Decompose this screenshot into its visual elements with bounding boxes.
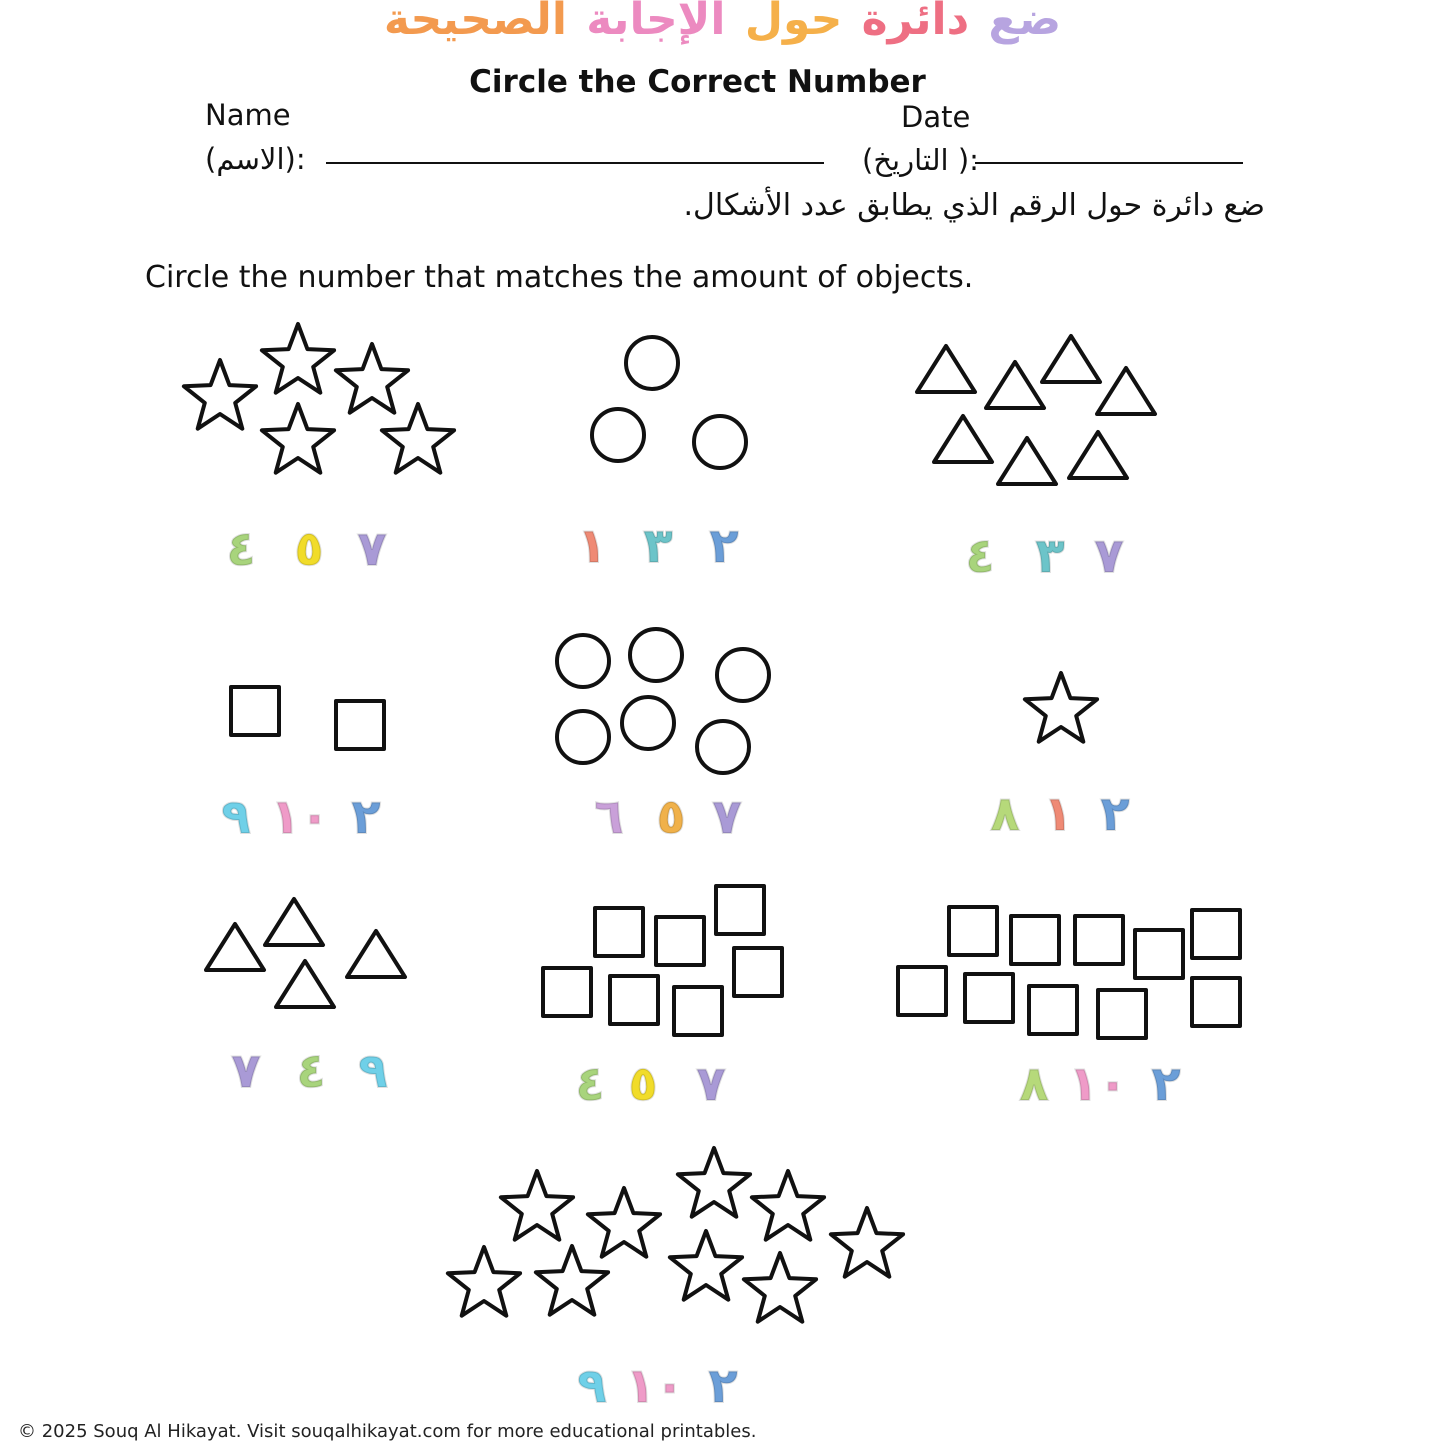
star-shape [588, 1188, 660, 1257]
number-choice[interactable]: ٢ [708, 1358, 738, 1414]
title-word: دائرة [861, 0, 970, 45]
circle-shape [630, 629, 682, 681]
number-choice[interactable]: ٧ [357, 521, 387, 577]
square-shape [1192, 910, 1240, 958]
shape-group-8 [543, 886, 782, 1035]
number-choice[interactable]: ١٠ [1068, 1056, 1128, 1112]
number-choice[interactable]: ٥ [294, 521, 324, 577]
triangle-shape [1097, 368, 1155, 414]
square-shape [1098, 990, 1146, 1038]
title-word: ضع [988, 0, 1062, 45]
circle-shape [626, 337, 678, 389]
star-shape [184, 360, 256, 429]
square-shape [656, 917, 704, 965]
number-choice[interactable]: ١٠ [270, 789, 330, 845]
star-shape [536, 1246, 608, 1315]
number-choice[interactable]: ٢ [1100, 786, 1130, 842]
star-shape [262, 404, 334, 473]
number-choice[interactable]: ٨ [990, 786, 1020, 842]
circle-shape [717, 649, 769, 701]
triangle-shape [1042, 336, 1100, 382]
square-shape [336, 701, 384, 749]
number-choice[interactable]: ٤ [575, 1056, 605, 1112]
number-choice[interactable]: ٢ [351, 789, 381, 845]
number-choice[interactable]: ٧ [231, 1043, 261, 1099]
shape-group-10 [448, 1148, 903, 1322]
star-shape [752, 1171, 824, 1240]
star-shape [262, 324, 334, 393]
number-choice[interactable]: ٣ [1035, 528, 1065, 584]
star-shape [501, 1171, 573, 1240]
title-word: حول [744, 0, 843, 45]
square-shape [716, 886, 764, 934]
number-choice[interactable]: ٦ [594, 789, 624, 845]
square-shape [1075, 916, 1123, 964]
circle-shape [557, 635, 609, 687]
star-shape [1025, 673, 1097, 742]
square-shape [1011, 916, 1059, 964]
triangle-shape [986, 362, 1044, 408]
shape-group-4 [231, 687, 384, 749]
number-choice[interactable]: ٤ [296, 1043, 326, 1099]
number-choice[interactable]: ١٠ [625, 1358, 685, 1414]
star-shape [831, 1208, 903, 1277]
number-choice[interactable]: ٧ [712, 789, 742, 845]
shape-group-3 [917, 336, 1155, 484]
square-shape [734, 948, 782, 996]
circle-shape [622, 697, 674, 749]
square-shape [595, 908, 643, 956]
shape-group-9 [898, 907, 1240, 1038]
triangle-shape [276, 961, 334, 1007]
star-shape [670, 1231, 742, 1300]
number-choice[interactable]: ٣ [643, 518, 673, 574]
worksheet-title: Circle the Correct Number [469, 64, 926, 100]
square-shape [1029, 986, 1077, 1034]
instructions-arabic: ضع دائرة حول الرقم الذي يطابق عدد الأشكال. [683, 188, 1265, 223]
square-shape [1192, 978, 1240, 1026]
triangle-shape [917, 346, 975, 392]
number-choice[interactable]: ١ [577, 518, 607, 574]
number-choice[interactable]: ٢ [709, 518, 739, 574]
square-shape [543, 968, 591, 1016]
footer-copyright: © 2025 Souq Al Hikayat. Visit souqalhikayat.com for more educational printables. [18, 1421, 757, 1442]
triangle-shape [206, 924, 264, 970]
shape-group-2 [592, 337, 746, 468]
date-label: Date [901, 100, 971, 134]
number-choice[interactable]: ٧ [1094, 528, 1124, 584]
shape-group-5 [557, 629, 769, 773]
square-shape [949, 907, 997, 955]
square-shape [610, 976, 658, 1024]
triangle-shape [1069, 432, 1127, 478]
number-choice[interactable]: ٨ [1019, 1056, 1049, 1112]
circle-shape [557, 711, 609, 763]
star-shape [382, 404, 454, 473]
triangle-shape [934, 416, 992, 462]
name-label-arabic: (الاسم): [205, 142, 306, 176]
circle-shape [592, 409, 644, 461]
number-choice[interactable]: ٤ [226, 521, 256, 577]
title-word: الإجابة [586, 0, 726, 45]
star-shape [448, 1247, 520, 1316]
shape-group-1 [184, 324, 454, 473]
star-shape [336, 344, 408, 413]
instructions-english: Circle the number that matches the amount of objects. [145, 260, 974, 295]
number-choice[interactable]: ١ [1043, 786, 1073, 842]
date-label-arabic: (التاريخ ): [862, 143, 979, 177]
number-choice[interactable]: ٩ [577, 1358, 607, 1414]
circle-shape [697, 721, 749, 773]
number-choice[interactable]: ٢ [1151, 1056, 1181, 1112]
number-choice[interactable]: ٤ [965, 528, 995, 584]
star-shape [744, 1253, 816, 1322]
shape-group-7 [206, 899, 405, 1007]
square-shape [965, 974, 1013, 1022]
square-shape [898, 967, 946, 1015]
circle-shape [694, 416, 746, 468]
triangle-shape [998, 438, 1056, 484]
shape-group-6 [1025, 673, 1097, 742]
star-shape [678, 1148, 750, 1217]
triangle-shape [265, 899, 323, 945]
number-choice[interactable]: ٥ [656, 789, 686, 845]
square-shape [231, 687, 279, 735]
number-choice[interactable]: ٩ [221, 789, 251, 845]
square-shape [674, 987, 722, 1035]
name-label: Name [205, 98, 291, 132]
number-choice[interactable]: ٩ [358, 1043, 388, 1099]
number-choice[interactable]: ٥ [628, 1056, 658, 1112]
triangle-shape [347, 931, 405, 977]
title-word: الصحيحة [383, 0, 567, 45]
number-choice[interactable]: ٧ [696, 1056, 726, 1112]
square-shape [1135, 930, 1183, 978]
